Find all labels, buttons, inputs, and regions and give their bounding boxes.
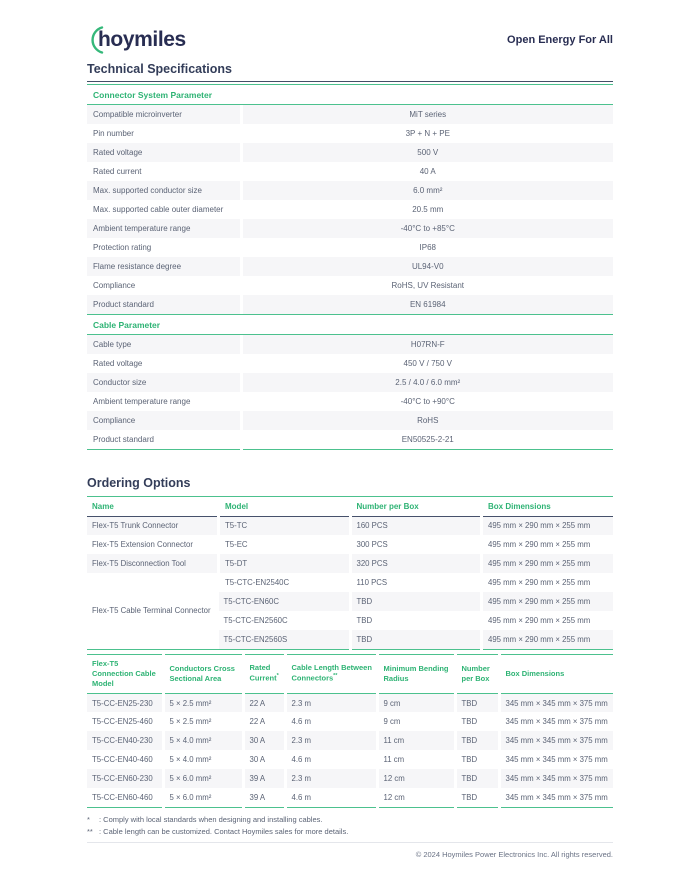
order-cell: T5-CTC-EN2560C — [223, 616, 288, 625]
cable-cell: 12 cm — [377, 788, 455, 807]
spec-value: 40 A — [241, 162, 613, 181]
column-header — [163, 654, 243, 693]
cable-cell: 5 × 6.0 mm² — [163, 788, 243, 807]
cable-cell: 5 × 2.5 mm² — [163, 693, 243, 712]
cable-cell: 30 A — [243, 731, 285, 750]
order-cell: 495 mm × 290 mm × 255 mm — [482, 535, 614, 554]
table-header-row — [87, 497, 613, 517]
column-header — [455, 654, 499, 693]
spec-value: -40°C to +85°C — [241, 219, 613, 238]
spec-row — [87, 335, 613, 354]
order-cell: 320 PCS — [350, 554, 482, 573]
order-cell: 300 PCS — [350, 535, 482, 554]
spec-value: RoHS, UV Resistant — [241, 276, 613, 295]
column-header — [377, 654, 455, 693]
spec-label: Cable type — [87, 335, 241, 354]
order-name-cell: Flex-T5 Disconnection Tool — [87, 554, 219, 573]
footnote-marker: ** — [333, 673, 338, 680]
spec-row — [87, 373, 613, 392]
spec-value: 450 V / 750 V — [241, 354, 613, 373]
copyright-text: © 2024 Hoymiles Power Electronics Inc. All rights reserved. — [415, 850, 613, 860]
spec-label: Compliance — [93, 281, 136, 290]
spec-label: Compatible microinverter — [87, 105, 241, 124]
table-row — [87, 554, 613, 573]
footnote-text: : Comply with local standards when designing and installing cables. — [99, 814, 323, 824]
footnote — [87, 826, 613, 838]
spec-label: Protection rating — [93, 243, 152, 252]
spec-label: Compliance — [87, 411, 241, 430]
spec-label: Rated voltage — [87, 143, 241, 162]
spec-table — [87, 335, 613, 450]
order-cell: TBD — [350, 592, 482, 611]
order-cell: 495 mm × 290 mm × 255 mm — [482, 516, 614, 535]
spec-row — [87, 219, 613, 238]
spec-label: Product standard — [93, 434, 154, 444]
spec-row — [87, 276, 613, 295]
section-heading: Connector System Parameter — [87, 84, 613, 105]
cable-cell: 9 cm — [377, 712, 455, 731]
order-cell: 495 mm × 290 mm × 255 mm — [482, 592, 614, 611]
cable-cell: TBD — [455, 712, 499, 731]
spec-row — [87, 392, 613, 411]
spec-label: Max. supported cable outer diameter — [93, 205, 224, 214]
cable-cell: 5 × 2.5 mm² — [163, 712, 243, 731]
table-row — [87, 693, 613, 712]
spec-section — [87, 84, 613, 314]
tech-specs-title: Technical Specifications — [87, 62, 613, 82]
cable-cell: TBD — [455, 769, 499, 788]
spec-value: RoHS — [241, 411, 613, 430]
cable-cell: T5-CC-EN40-230 — [87, 731, 163, 750]
column-header-label: Flex-T5 Connection Cable Model — [92, 658, 156, 688]
column-header-label: Rated Current — [249, 663, 277, 683]
cable-cell: 5 × 4.0 mm² — [163, 731, 243, 750]
cable-cell: 5 × 4.0 mm² — [163, 750, 243, 769]
table-row — [87, 750, 613, 769]
spec-row — [87, 295, 613, 314]
spec-label: Flame resistance degree — [87, 257, 241, 276]
table-row — [87, 573, 613, 592]
cable-cell: 22 A — [243, 712, 285, 731]
column-header-label: Minimum Bending Radius — [383, 663, 449, 683]
spec-label: Conductor size — [87, 373, 241, 392]
spec-label: Ambient temperature range — [93, 397, 191, 406]
footnote-text: : Cable length can be customized. Contact Hoymiles sales for more details. — [99, 826, 349, 836]
cable-cell: 4.6 m — [285, 788, 377, 807]
column-header: Number per Box — [350, 497, 482, 517]
spec-row — [87, 257, 613, 276]
spec-label: Ambient temperature range — [87, 219, 241, 238]
spec-row — [87, 143, 613, 162]
footnote-marker: ** — [87, 826, 93, 836]
footnote — [87, 814, 613, 826]
order-name-cell: Flex-T5 Cable Terminal Connector — [87, 573, 219, 649]
spec-row — [87, 162, 613, 181]
table-header-row — [87, 654, 613, 693]
spec-sections — [87, 84, 613, 450]
ordering-table-cables — [87, 654, 613, 808]
order-cell: T5-CTC-EN60C — [219, 592, 351, 611]
column-header-label: Box Dimensions — [505, 668, 565, 678]
cable-cell: 2.3 m — [285, 769, 377, 788]
ordering-table-connectors — [87, 497, 613, 650]
spec-value: EN50525-2-21 — [241, 430, 613, 449]
column-header — [87, 654, 163, 693]
spec-row — [87, 105, 613, 124]
cable-cell: 2.3 m — [285, 731, 377, 750]
spec-row — [87, 238, 613, 257]
spec-value: 500 V — [241, 143, 613, 162]
spec-value: 3P + N + PE — [241, 124, 613, 143]
footnote-marker: * — [276, 673, 279, 680]
order-name-cell: Flex-T5 Trunk Connector — [87, 516, 219, 535]
spec-value: MiT series — [241, 105, 613, 124]
spec-label: Product standard — [87, 295, 241, 314]
order-cell: 160 PCS — [350, 516, 482, 535]
order-cell: 495 mm × 290 mm × 255 mm — [482, 611, 614, 630]
cable-cell: 22 A — [243, 693, 285, 712]
cable-cell: TBD — [455, 788, 499, 807]
order-cell: 495 mm × 290 mm × 255 mm — [482, 630, 614, 649]
spec-value: 6.0 mm² — [241, 181, 613, 200]
cable-cell: T5-CC-EN25-230 — [87, 693, 163, 712]
cable-cell: 11 cm — [377, 750, 455, 769]
column-header: Model — [219, 497, 351, 517]
order-cell: T5-TC — [219, 516, 351, 535]
spec-value: 2.5 / 4.0 / 6.0 mm² — [241, 373, 613, 392]
order-cell: T5-DT — [219, 554, 351, 573]
spec-label: Max. supported conductor size — [87, 181, 241, 200]
hoymiles-logo — [87, 25, 186, 55]
cable-cell: 4.6 m — [285, 750, 377, 769]
spec-value: 20.5 mm — [241, 200, 613, 219]
spec-value: EN 61984 — [241, 295, 613, 314]
footnotes — [87, 814, 613, 837]
cable-cell: 2.3 m — [285, 693, 377, 712]
brand-tagline: Open Energy For All — [507, 34, 613, 46]
cable-cell: TBD — [455, 731, 499, 750]
order-cell: 110 PCS — [350, 573, 482, 592]
order-cell: TBD — [350, 611, 482, 630]
logo-wordmark: hoymiles — [98, 28, 186, 51]
column-header-label: Number per Box — [461, 663, 490, 683]
order-cell: TBD — [350, 630, 482, 649]
cable-cell: T5-CC-EN60-460 — [92, 793, 153, 803]
column-header — [285, 654, 377, 693]
cable-cell: 12 cm — [377, 769, 455, 788]
cable-cell: 30 A — [243, 750, 285, 769]
column-header: Box Dimensions — [482, 497, 614, 517]
table-row — [87, 769, 613, 788]
order-cell: T5-EC — [219, 535, 351, 554]
cable-cell: TBD — [455, 693, 499, 712]
cable-cell: 345 mm × 345 mm × 375 mm — [499, 769, 613, 788]
spec-value: -40°C to +90°C — [241, 392, 613, 411]
cable-cell: 39 A — [243, 769, 285, 788]
order-cell: T5-CTC-EN2540C — [219, 573, 351, 592]
order-cell: 495 mm × 290 mm × 255 mm — [482, 554, 614, 573]
cable-cell: 345 mm × 345 mm × 375 mm — [499, 693, 613, 712]
cable-cell: T5-CC-EN25-460 — [92, 717, 153, 727]
section-heading: Cable Parameter — [87, 314, 613, 335]
spec-row — [87, 181, 613, 200]
spec-row — [87, 124, 613, 143]
order-name-cell: Flex-T5 Extension Connector — [92, 540, 193, 549]
cable-cell: 39 A — [243, 788, 285, 807]
spec-row — [87, 411, 613, 430]
cable-cell: 345 mm × 345 mm × 375 mm — [499, 712, 613, 731]
table-row — [87, 731, 613, 750]
order-cell: T5-CTC-EN2560S — [219, 630, 351, 649]
cable-cell: 11 cm — [377, 731, 455, 750]
column-header: Name — [87, 497, 219, 517]
cable-cell: 345 mm × 345 mm × 375 mm — [499, 788, 613, 807]
table-row — [87, 788, 613, 807]
spec-section — [87, 314, 613, 450]
spec-label: Rated voltage — [93, 359, 143, 368]
column-header-label: Cable Length Between Connectors — [291, 663, 372, 683]
spec-row — [87, 200, 613, 219]
spec-label: Rated current — [93, 167, 142, 176]
footnote-marker: * — [87, 814, 90, 824]
cable-cell: 5 × 6.0 mm² — [163, 769, 243, 788]
table-row — [87, 516, 613, 535]
order-cell: 495 mm × 290 mm × 255 mm — [482, 573, 614, 592]
cable-cell: 9 cm — [377, 693, 455, 712]
column-header — [243, 654, 285, 693]
ordering-options-title: Ordering Options — [87, 476, 613, 497]
cable-cell: 345 mm × 345 mm × 375 mm — [499, 750, 613, 769]
spec-label: Pin number — [93, 129, 134, 138]
cable-cell: T5-CC-EN40-460 — [92, 755, 153, 765]
spec-row — [87, 430, 613, 449]
cable-cell: T5-CC-EN60-230 — [87, 769, 163, 788]
column-header-label: Conductors Cross Sectional Area — [169, 663, 235, 683]
table-row — [87, 712, 613, 731]
cable-cell: 345 mm × 345 mm × 375 mm — [499, 731, 613, 750]
column-header — [499, 654, 613, 693]
cable-cell: TBD — [455, 750, 499, 769]
cable-cell: 4.6 m — [285, 712, 377, 731]
spec-table — [87, 105, 613, 314]
page-header — [87, 24, 613, 56]
spec-value: IP68 — [241, 238, 613, 257]
spec-value: H07RN-F — [241, 335, 613, 354]
spec-row — [87, 354, 613, 373]
table-row — [87, 535, 613, 554]
spec-value: UL94-V0 — [241, 257, 613, 276]
